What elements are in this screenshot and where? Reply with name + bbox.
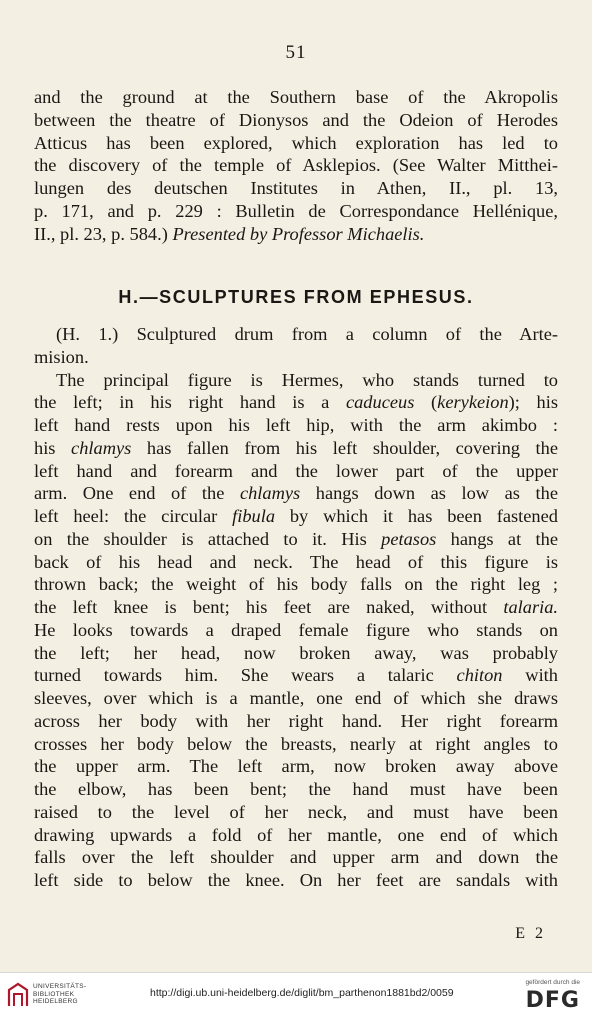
page-number: 51 [285,42,307,63]
entry-line: (H. 1.) Sculptured drum from a column of the Arte- [56,324,558,344]
text-line: lungen des deutschen Institutes in Athen, II., pl. 13, [34,178,558,198]
text-line: and the ground at the Southern base of the Akropolis [34,87,558,107]
entry-paragraph [34,323,558,892]
permalink-url[interactable]: http://digi.ub.uni-heidelberg.de/diglit/bm_parthenon1881bd2/0059 [150,987,454,999]
text-line: the left; her head, now broken away, was probably [34,642,558,663]
section-heading: H.—SCULPTURES FROM EPHESUS. [118,287,474,307]
text-line: left hand and forearm and the lower part of the upper [34,460,558,481]
text-line: between the theatre of Dionysos and the Odeion of Herodes [34,109,558,130]
entry-line: mision. [34,346,89,367]
text-line: left side to below the knee. On her feet are sandals with [34,870,558,890]
library-name: UNIVERSITÄTS- BIBLIOTHEK HEIDELBERG [33,983,87,1005]
text-line: raised to the level of her neck, and must have been [34,801,558,822]
text-line: the upper arm. The left arm, now broken away above [34,756,558,777]
library-seal-icon [6,982,30,1008]
text-line: crosses her body below the breasts, nearly at right angles to [34,733,558,754]
text-line: Atticus has been explored, which exploration has led to [34,132,558,153]
text-line: drawing upwards a fold of her mantle, one end of which [34,824,558,845]
text-line: across her body with her right hand. Her right forearm [34,710,558,731]
signature-mark: E 2 [515,925,546,942]
text-line: the elbow, has been bent; the hand must have been [34,779,558,799]
digitization-footer [0,972,592,1017]
text-line: on the shoulder is attached to it. His petasos hangs at the [34,528,558,549]
text-line: turned towards him. She wears a talaric chiton with [34,665,558,686]
text-line: thrown back; the weight of his body falls on the right leg ; [34,574,558,595]
text-line: back of his head and neck. The head of this figure is [34,551,558,572]
dfg-logo: DFG [525,988,580,1013]
funded-by-label: gefördert durch die [525,979,580,986]
text-line: II., pl. 23, p. 584.) Presented by Professor Michaelis. [34,223,425,244]
text-line: his chlamys has fallen from his left shoulder, covering the [34,437,558,458]
text-line: The principal figure is Hermes, who stands turned to [56,369,558,390]
text-line: the left knee is bent; his feet are naked, without talaria. [34,597,558,617]
text-line: the left; in his right hand is a caduceus (kerykeion); his [34,392,558,413]
text-line: falls over the left shoulder and upper arm and down the [34,847,558,868]
text-line: arm. One end of the chlamys hangs down as low as the [34,483,558,504]
text-line: sleeves, over which is a mantle, one end of which she draws [34,688,558,708]
text-line: left heel: the circular fibula by which it has been fastened [34,506,558,526]
text-line: He looks towards a draped female figure who stands on [34,619,558,640]
text-line: left hand rests upon his left hip, with the arm akimbo : [34,415,558,435]
text-line: p. 171, and p. 229 : Bulletin de Correspondance Hellénique, [34,200,558,221]
text-line: the discovery of the temple of Asklepios. (See Walter Mitthei- [34,155,558,176]
intro-paragraph [34,86,558,245]
